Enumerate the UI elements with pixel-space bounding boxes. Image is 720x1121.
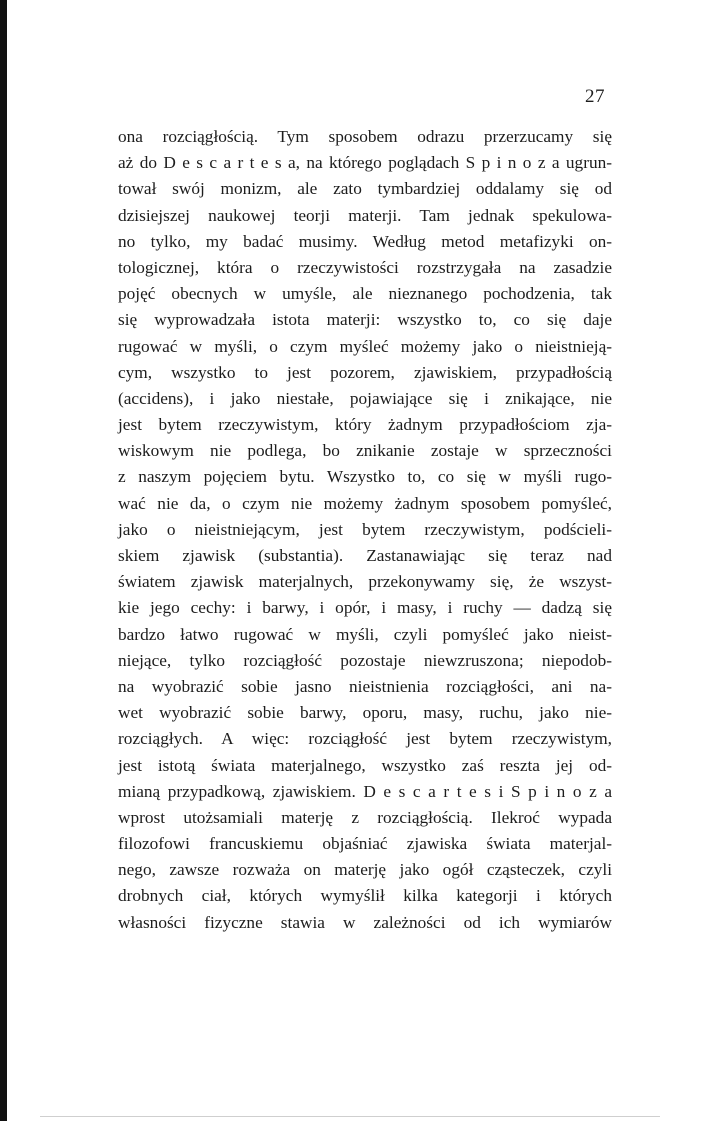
text-line: cym, wszystko to jest pozorem, zjawiskiem, przypadłością: [118, 362, 612, 382]
text-line: jest istotą świata materjalnego, wszystko zaś reszta jej od-: [118, 755, 612, 775]
text-line: wiskowym nie podlega, bo znikanie zostaje w sprzeczności: [118, 441, 612, 461]
text-line: skiem zjawisk (substantia). Zastanawiając się teraz nad: [118, 546, 612, 565]
text-line: wprost utożsamiali materję z rozciągłością. Ilekroć wypada: [118, 807, 612, 827]
book-spine-edge: [0, 0, 7, 1121]
text-line: nego, zawsze rozważa on materję jako ogół cząsteczek, czyli: [118, 860, 612, 880]
text-line: z naszym pojęciem bytu. Wszystko to, co się w myśli rugo-: [118, 467, 612, 487]
text-line: pojęć obecnych w umyśle, ale nieznanego pochodzenia, tak: [118, 284, 612, 304]
scan-noise-bottom: [40, 1116, 660, 1117]
text-line: dzisiejszej naukowej teorji materji. Tam jednak spekulowa-: [118, 205, 612, 225]
text-line: niejące, tylko rozciągłość pozostaje niewzruszona; niepodob-: [118, 650, 612, 670]
text-line: wet wyobrazić sobie barwy, oporu, masy, ruchu, jako nie-: [118, 703, 612, 723]
page-number: 27: [585, 86, 605, 107]
text-line: rozciągłych. A więc: rozciągłość jest bytem rzeczywistym,: [118, 729, 612, 749]
text-line: własności fizyczne stawia w zależności od ich wymiarów: [118, 912, 612, 932]
text-line: bardzo łatwo rugować w myśli, czyli pomyśleć jako nieist-: [118, 624, 612, 644]
text-line: mianą przypadkową, zjawiskiem. D e s c a r t e s i S p i n o z a: [118, 781, 612, 801]
text-line: ona rozciągłością. Tym sposobem odrazu przerzucamy się: [118, 127, 612, 146]
text-line: drobnych ciał, których wymyślił kilka kategorji i których: [118, 886, 612, 906]
text-line: (accidens), i jako niestałe, pojawiające się i znikające, nie: [118, 388, 612, 408]
text-line: filozofowi francuskiemu objaśniać zjawiska świata materjal-: [118, 834, 612, 854]
text-line: się wyprowadzała istota materji: wszystko to, co się daje: [118, 310, 612, 330]
text-line: wać nie da, o czym nie możemy żadnym sposobem pomyśleć,: [118, 493, 612, 513]
text-line: tował swój monizm, ale zato tymbardziej oddalamy się od: [118, 179, 612, 199]
text-line: jest bytem rzeczywistym, który żadnym przypadłościom zja-: [118, 415, 612, 435]
text-line: kie jego cechy: i barwy, i opór, i masy, i ruchy — dadzą się: [118, 598, 612, 618]
text-line: jako o nieistniejącym, jest bytem rzeczywistym, podścieli-: [118, 519, 612, 539]
text-line: tologicznej, która o rzeczywistości rozstrzygała na zasadzie: [118, 257, 612, 277]
body-text: [118, 124, 612, 936]
text-line: światem zjawisk materjalnych, przekonywamy się, że wszyst-: [118, 572, 612, 592]
text-line: na wyobrazić sobie jasno nieistnienia rozciągłości, ani na-: [118, 676, 612, 696]
text-line: rugować w myśli, o czym myśleć możemy jako o nieistnieją-: [118, 336, 612, 356]
text-line: aż do D e s c a r t e s a, na którego poglądach S p i n o z a ugrun-: [118, 153, 612, 173]
text-line: no tylko, my badać musimy. Według metod metafizyki on-: [118, 231, 612, 251]
